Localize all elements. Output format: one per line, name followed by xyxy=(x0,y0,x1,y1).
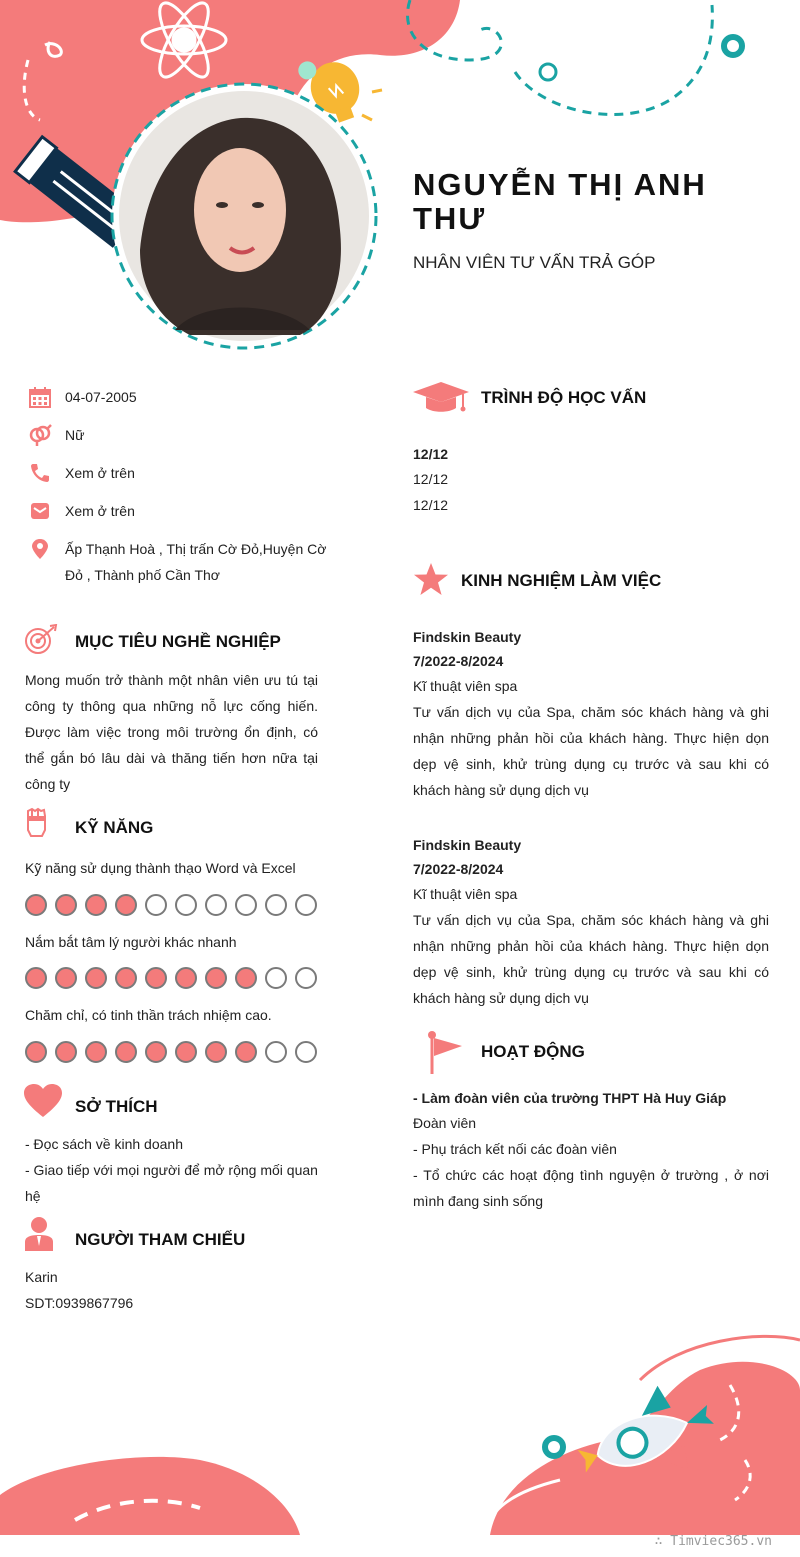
experience-period: 7/2022-8/2024 xyxy=(413,653,504,669)
rating-dot-empty xyxy=(205,894,227,916)
references-title: NGƯỜI THAM CHIẾU xyxy=(75,1230,246,1249)
person-icon xyxy=(24,1216,54,1252)
experience-role: Kĩ thuật viên spa xyxy=(413,678,518,694)
objective-text: Mong muốn trở thành một nhân viên ưu tú tại công ty thông qua những nỗ lực cống hiến. Được làm việc trong môi trường ổn định, có thể gắn bó lâu dài và thăng tiến hơn nữa tại công ty xyxy=(25,672,318,792)
activities-title: HOẠT ĐỘNG xyxy=(481,1042,585,1061)
avatar xyxy=(119,91,369,341)
rating-dot-filled xyxy=(25,894,47,916)
rating-dot-filled xyxy=(115,894,137,916)
experience-title: KINH NGHIỆM LÀM VIỆC xyxy=(461,571,662,590)
candidate-position: NHÂN VIÊN TƯ VẤN TRẢ GÓP xyxy=(413,253,656,272)
rating-dot-filled xyxy=(85,967,107,989)
education-line: 12/12 xyxy=(413,497,449,513)
objective-title: MỤC TIÊU NGHỀ NGHIỆP xyxy=(75,632,281,651)
activity-heading: - Làm đoàn viên của trường THPT Hà Huy Giáp xyxy=(413,1090,727,1106)
experience-description: Tư vấn dịch vụ của Spa, chăm sóc khách hàng và ghi nhận những phản hồi của khách hàng. Thực hiện dọn dẹp vệ sinh, khử trùng dụng cụ trước và sau khi có khách hàng sử dụng dịch vụ xyxy=(413,704,769,798)
rating-dot-filled xyxy=(145,1041,167,1063)
calendar-icon xyxy=(28,386,52,408)
activity-item: - Tổ chức các hoạt động tình nguyện ở trường , ở nơi mình đang sinh sống xyxy=(413,1167,769,1209)
reference-name: Karin xyxy=(25,1269,58,1285)
email-value: Xem ở trên xyxy=(65,503,135,519)
experience-description: Tư vấn dịch vụ của Spa, chăm sóc khách hàng và ghi nhận những phản hồi của khách hàng. Thực hiện dọn dẹp vệ sinh, khử trùng dụng cụ trước và sau khi có khách hàng sử dụng dịch vụ xyxy=(413,912,769,1006)
skill-name: Chăm chỉ, có tinh thần trách nhiệm cao. xyxy=(25,1007,272,1023)
experience-company: Findskin Beauty xyxy=(413,629,522,645)
rating-dot-filled xyxy=(175,967,197,989)
contact-email xyxy=(28,498,328,524)
star-icon xyxy=(413,562,449,596)
education-line: 12/12 xyxy=(413,446,449,462)
rating-dot-filled xyxy=(145,967,167,989)
rating-dot-filled xyxy=(175,1041,197,1063)
education-line: 12/12 xyxy=(413,471,449,487)
rating-dot-filled xyxy=(205,967,227,989)
reference-phone: SDT:0939867796 xyxy=(25,1295,134,1311)
rating-dot-empty xyxy=(295,1041,317,1063)
rating-dot-empty xyxy=(265,894,287,916)
skill-name: Nắm bắt tâm lý người khác nhanh xyxy=(25,934,237,950)
fist-icon xyxy=(24,806,48,838)
skill-rating xyxy=(25,894,325,916)
graduation-cap-icon xyxy=(413,380,469,414)
rating-dot-empty xyxy=(145,894,167,916)
birthdate-value: 04-07-2005 xyxy=(65,389,137,405)
rating-dot-filled xyxy=(55,894,77,916)
flag-icon xyxy=(424,1030,464,1076)
activity-role: Đoàn viên xyxy=(413,1115,477,1131)
skill-rating xyxy=(25,1041,325,1063)
rating-dot-filled xyxy=(115,967,137,989)
activity-item: - Phụ trách kết nối các đoàn viên xyxy=(413,1141,617,1157)
rating-dot-empty xyxy=(295,967,317,989)
rating-dot-filled xyxy=(25,967,47,989)
location-icon xyxy=(28,538,52,560)
rating-dot-filled xyxy=(115,1041,137,1063)
contact-phone xyxy=(28,460,328,486)
rating-dot-empty xyxy=(295,894,317,916)
experience-company: Findskin Beauty xyxy=(413,837,522,853)
hobbies-title: SỞ THÍCH xyxy=(75,1097,158,1116)
email-icon xyxy=(28,500,52,522)
gender-value: Nữ xyxy=(65,427,85,443)
rating-dot-filled xyxy=(235,1041,257,1063)
phone-value: Xem ở trên xyxy=(65,465,135,481)
rating-dot-filled xyxy=(235,967,257,989)
gender-icon xyxy=(28,424,52,446)
rating-dot-filled xyxy=(25,1041,47,1063)
rating-dot-empty xyxy=(235,894,257,916)
footer-decoration xyxy=(0,1330,800,1535)
candidate-name: NGUYỄN THỊ ANH THƯ xyxy=(413,167,707,236)
contact-address xyxy=(28,536,328,588)
rating-dot-empty xyxy=(265,1041,287,1063)
education-title: TRÌNH ĐỘ HỌC VẤN xyxy=(481,388,647,407)
skill-name: Kỹ năng sử dụng thành thạo Word và Excel xyxy=(25,860,296,876)
rating-dot-filled xyxy=(205,1041,227,1063)
rating-dot-filled xyxy=(55,1041,77,1063)
rating-dot-empty xyxy=(265,967,287,989)
hobby-item: - Giao tiếp với mọi người để mở rộng mối quan hệ xyxy=(25,1162,318,1204)
contact-gender xyxy=(28,422,328,448)
rating-dot-filled xyxy=(85,894,107,916)
experience-role: Kĩ thuật viên spa xyxy=(413,886,518,902)
hobby-item: - Đọc sách về kinh doanh xyxy=(25,1136,183,1152)
skills-title: KỸ NĂNG xyxy=(75,818,154,837)
rating-dot-filled xyxy=(85,1041,107,1063)
experience-period: 7/2022-8/2024 xyxy=(413,861,504,877)
rating-dot-filled xyxy=(55,967,77,989)
rating-dot-empty xyxy=(175,894,197,916)
watermark: ∴ Timviec365.vn xyxy=(654,1534,772,1549)
target-icon xyxy=(24,624,58,656)
contact-birthdate xyxy=(28,384,328,410)
phone-icon xyxy=(28,462,52,484)
skill-rating xyxy=(25,967,325,989)
address-value: Ấp Thạnh Hoà , Thị trấn Cờ Đỏ,Huyện Cờ Đỏ , Thành phố Cần Thơ xyxy=(65,541,327,583)
heart-icon xyxy=(24,1084,62,1118)
